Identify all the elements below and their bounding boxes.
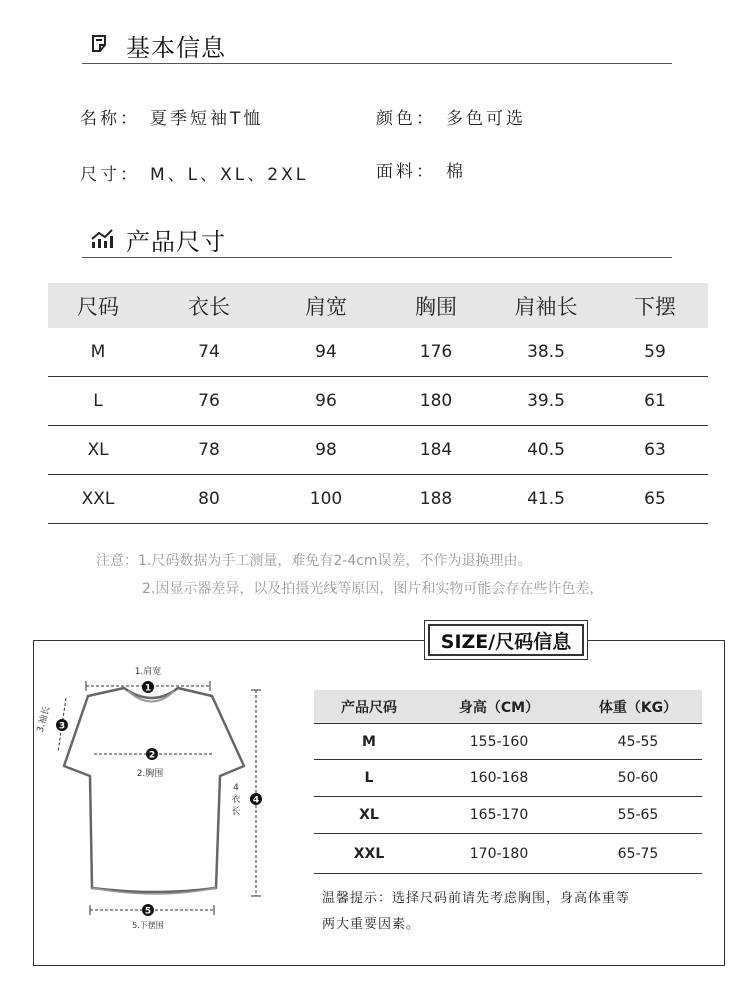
- table-cell: 165-170: [469, 807, 529, 823]
- table-cell: 61: [644, 391, 666, 411]
- marker-number: 1: [144, 683, 152, 694]
- table-row: [314, 834, 702, 874]
- name-row: [80, 104, 263, 129]
- table-row: [48, 426, 708, 475]
- table-header-cell: 体重（KG）: [598, 699, 678, 716]
- shoulder-label: 1.肩宽: [134, 667, 162, 677]
- name-label: 名称：: [80, 109, 140, 129]
- table-cell: 45-55: [617, 733, 659, 750]
- tshirt-measurement-diagram: [36, 660, 296, 960]
- table-cell: M: [362, 733, 376, 750]
- table-cell: L: [93, 391, 103, 411]
- table-row: [314, 723, 702, 760]
- table-cell: 59: [644, 342, 666, 362]
- table-cell: 184: [419, 440, 453, 460]
- table-header-cell: 胸围: [415, 294, 457, 319]
- table-row: [314, 797, 702, 834]
- marker-number: 4: [252, 795, 260, 806]
- color-label: 颜色：: [376, 109, 436, 129]
- table-cell: 63: [644, 440, 666, 460]
- table-cell: 78: [198, 440, 220, 460]
- table-row: [314, 760, 702, 797]
- marker-number: 2: [148, 750, 156, 761]
- table-header-row: [314, 690, 702, 723]
- table-cell: 180: [419, 391, 453, 411]
- chest-label: 2.胸围: [136, 769, 164, 779]
- table-cell: 160-168: [469, 770, 529, 786]
- table-cell: 96: [315, 391, 337, 411]
- table-cell: XXL: [81, 489, 115, 509]
- table-header-cell: 产品尺码: [341, 699, 397, 716]
- basic-info-title: 基本信息: [126, 34, 226, 62]
- table-cell: 65-75: [617, 845, 659, 862]
- sleeve-label: 3.袖长: [36, 705, 53, 734]
- table-row: [48, 328, 708, 377]
- table-cell: 176: [419, 342, 453, 362]
- table-header-cell: 下摆: [634, 294, 676, 319]
- table-header-row: [48, 283, 708, 328]
- table-cell: 94: [315, 342, 337, 362]
- size-info-badge-text: SIZE/尺码信息: [428, 624, 584, 656]
- note-line-2: 2.因显示器差异，以及拍摄光线等原因，图片和实物可能会存在些许色差，: [142, 581, 604, 597]
- fabric-row: [376, 157, 466, 182]
- table-cell: L: [364, 770, 374, 786]
- table-cell: XL: [87, 440, 109, 460]
- table-cell: 76: [198, 391, 220, 411]
- table-cell: 41.5: [527, 489, 565, 509]
- table-cell: 74: [198, 342, 220, 362]
- table-cell: 65: [644, 489, 666, 509]
- length-label-char: 衣: [231, 795, 241, 805]
- size-tip: [322, 886, 692, 938]
- table-row: [48, 475, 708, 524]
- table-row: [48, 377, 708, 426]
- table-header-cell: 肩袖长: [514, 294, 578, 319]
- size-tip-line-2: 两大重要因素。: [322, 917, 421, 932]
- name-value: 夏季短袖T恤: [150, 109, 264, 129]
- fabric-value: 棉: [446, 162, 466, 182]
- table-cell: M: [90, 342, 106, 362]
- note-line-1: 注意：1.尺码数据为手工测量，难免有2-4cm误差，不作为退换理由。: [96, 553, 532, 569]
- table-header-cell: 肩宽: [305, 294, 347, 319]
- table-cell: 188: [419, 489, 453, 509]
- basic-info-header: [82, 26, 672, 64]
- table-cell: 40.5: [527, 440, 565, 460]
- marker-number: 5: [144, 906, 152, 917]
- product-size-header: [82, 218, 672, 258]
- color-row: [376, 104, 526, 129]
- table-header-cell: 尺码: [77, 294, 119, 319]
- table-header-cell: 衣长: [188, 294, 230, 319]
- hem-label: 5.下摆围: [132, 921, 164, 930]
- table-cell: 55-65: [617, 807, 659, 823]
- table-cell: 80: [198, 489, 220, 509]
- length-label-num: 4: [233, 783, 239, 793]
- size-label: 尺寸：: [80, 165, 140, 185]
- size-tip-line-1: 温馨提示：选择尺码前请先考虑胸围，身高体重等: [322, 891, 631, 906]
- size-value: M、L、XL、2XL: [150, 165, 309, 185]
- table-header-cell: 身高（CM）: [458, 699, 540, 716]
- table-cell: XXL: [353, 845, 385, 862]
- table-cell: 50-60: [617, 770, 659, 786]
- chart-icon: [90, 228, 114, 254]
- table-cell: 100: [309, 489, 343, 509]
- size-info-badge: [424, 620, 588, 660]
- product-size-table: [48, 283, 708, 524]
- table-cell: 38.5: [527, 342, 565, 362]
- color-value: 多色可选: [446, 109, 526, 129]
- table-cell: 170-180: [469, 845, 529, 862]
- table-cell: 155-160: [469, 733, 529, 750]
- size-row: [80, 160, 308, 185]
- table-cell: 98: [315, 440, 337, 460]
- marker-number: 3: [58, 721, 66, 732]
- table-cell: 39.5: [527, 391, 565, 411]
- height-weight-table: [314, 690, 702, 874]
- length-label-char: 长: [231, 807, 241, 817]
- table-cell: XL: [359, 807, 379, 823]
- document-icon: [90, 34, 110, 58]
- fabric-label: 面料：: [376, 162, 436, 182]
- product-size-title: 产品尺寸: [126, 228, 226, 256]
